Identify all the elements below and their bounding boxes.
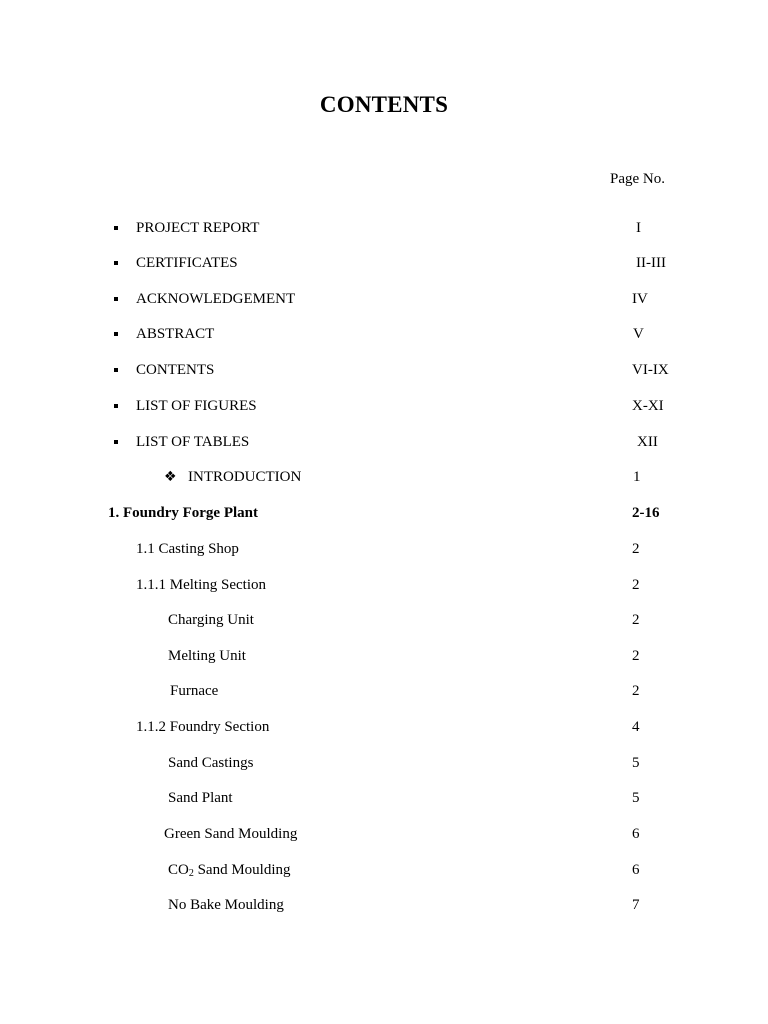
toc-entry-page: 1 xyxy=(633,469,641,485)
toc-entry-label: Green Sand Moulding xyxy=(164,826,298,842)
toc-entry-project-report[interactable] xyxy=(0,217,768,239)
toc-entry-label: INTRODUCTION xyxy=(188,469,302,485)
toc-entry-melting-unit[interactable] xyxy=(0,645,768,667)
toc-entry-page: X-XI xyxy=(632,398,664,414)
toc-entry-page: 5 xyxy=(632,790,640,806)
toc-entry-page: 6 xyxy=(632,826,640,842)
toc-entry-green-sand-moulding[interactable] xyxy=(0,823,768,845)
toc-entry-label: No Bake Moulding xyxy=(168,897,284,913)
toc-chapter-label: 1. Foundry Forge Plant xyxy=(108,505,258,521)
toc-entry-casting-shop[interactable] xyxy=(0,538,768,560)
toc-entry-label: Sand Plant xyxy=(168,790,233,806)
co2-label-subscript: 2 xyxy=(188,868,194,879)
toc-entry-page: 2 xyxy=(632,577,640,593)
toc-entry-label: CERTIFICATES xyxy=(136,255,238,271)
toc-entry-label: ACKNOWLEDGEMENT xyxy=(136,291,296,307)
toc-entry-acknowledgement[interactable] xyxy=(0,288,768,310)
toc-chapter-foundry-forge-plant[interactable] xyxy=(0,502,768,524)
toc-entry-sand-castings[interactable] xyxy=(0,752,768,774)
toc-entry-page: I xyxy=(636,220,641,236)
toc-entry-label: Melting Unit xyxy=(168,648,246,664)
toc-entry-page: 2 xyxy=(632,648,640,664)
toc-entry-label: Furnace xyxy=(170,683,219,699)
toc-entry-page: IV xyxy=(632,291,648,307)
toc-entry-page: 7 xyxy=(632,897,640,913)
toc-entry-page: II-III xyxy=(636,255,666,271)
square-bullet-icon xyxy=(114,226,118,230)
toc-entry-abstract[interactable] xyxy=(0,323,768,345)
toc-entry-label: Sand Castings xyxy=(168,755,254,771)
square-bullet-icon xyxy=(114,332,118,336)
toc-entry-label: 1.1.2 Foundry Section xyxy=(136,719,270,735)
toc-entry-co2-sand-moulding[interactable] xyxy=(0,859,768,881)
toc-entry-label xyxy=(168,859,291,885)
toc-entry-page: 6 xyxy=(632,862,640,878)
toc-entry-label: 1.1.1 Melting Section xyxy=(136,577,266,593)
toc-entry-certificates[interactable] xyxy=(0,252,768,274)
co2-label-rest: Sand Moulding xyxy=(193,862,291,878)
square-bullet-icon xyxy=(114,440,118,444)
toc-entry-list-of-tables[interactable] xyxy=(0,431,768,453)
square-bullet-icon xyxy=(114,368,118,372)
toc-entry-page: V xyxy=(633,326,644,342)
square-bullet-icon xyxy=(114,404,118,408)
toc-entry-label: Charging Unit xyxy=(168,612,254,628)
toc-entry-no-bake-moulding[interactable] xyxy=(0,894,768,916)
toc-entry-sand-plant[interactable] xyxy=(0,787,768,809)
toc-entry-page: 2 xyxy=(632,541,640,557)
page-title: CONTENTS xyxy=(319,92,449,117)
square-bullet-icon xyxy=(114,297,118,301)
square-bullet-icon xyxy=(114,261,118,265)
toc-entry-label: CONTENTS xyxy=(136,362,215,378)
toc-entry-page: 4 xyxy=(632,719,640,735)
toc-entry-page: 2 xyxy=(632,612,640,628)
toc-entry-label: LIST OF FIGURES xyxy=(136,398,257,414)
toc-entry-charging-unit[interactable] xyxy=(0,609,768,631)
diamond-bullet-icon: ❖ xyxy=(164,469,177,485)
toc-entry-foundry-section[interactable] xyxy=(0,716,768,738)
toc-entry-introduction[interactable] xyxy=(0,466,768,488)
toc-entry-label: 1.1 Casting Shop xyxy=(136,541,239,557)
toc-entry-label: PROJECT REPORT xyxy=(136,220,260,236)
toc-entry-page: 2 xyxy=(632,683,640,699)
toc-entry-page: VI-IX xyxy=(632,362,669,378)
toc-entry-furnace[interactable] xyxy=(0,680,768,702)
page-number-column-header: Page No. xyxy=(610,171,665,187)
toc-entry-label: LIST OF TABLES xyxy=(136,434,250,450)
toc-entry-melting-section[interactable] xyxy=(0,574,768,596)
toc-entry-label: ABSTRACT xyxy=(136,326,215,342)
toc-entry-page: XII xyxy=(637,434,658,450)
toc-entry-contents[interactable] xyxy=(0,359,768,381)
toc-chapter-page: 2-16 xyxy=(632,505,660,521)
toc-entry-list-of-figures[interactable] xyxy=(0,395,768,417)
co2-label-main: CO xyxy=(168,862,189,878)
toc-entry-page: 5 xyxy=(632,755,640,771)
